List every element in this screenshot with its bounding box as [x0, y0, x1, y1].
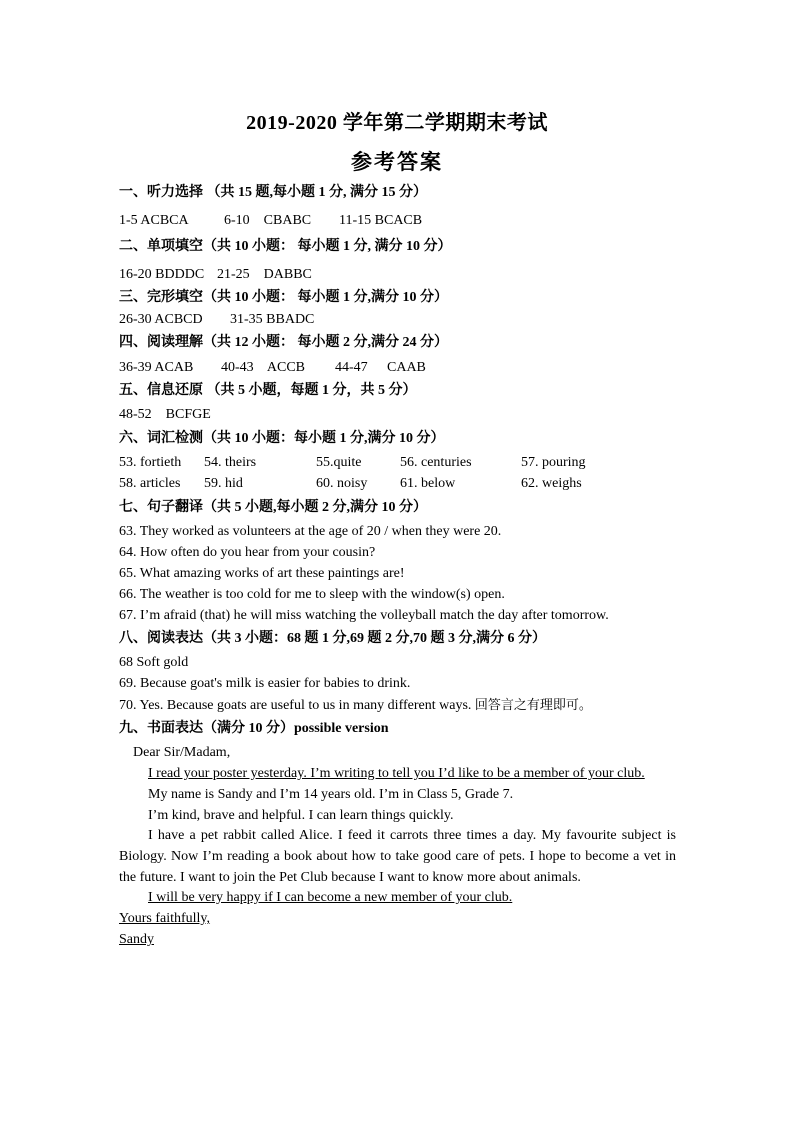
- letter-paragraph-4: I have a pet rabbit called Alice. I feed it carrots three times a day. My favourite subject is Biology. Now I’m reading a book about how to take good care of pets. I hope to become a vet in the future. I want to join the Pet Club because I want to know more about animals.: [119, 828, 676, 885]
- section-6-heading: 六、词汇检测（共 10 小题：每小题 1 分,满分 10 分）: [119, 431, 445, 446]
- answer-group: 40-43 ACCB: [221, 360, 306, 375]
- letter-signature: Sandy: [119, 932, 154, 947]
- vocab-answer: 53. fortieth: [119, 455, 182, 470]
- section-2-answers: [119, 266, 312, 284]
- reading-answer-70: [119, 696, 592, 715]
- vocab-answer: 55.quite: [316, 455, 362, 470]
- answer-group: 11-15 BCACB: [339, 213, 423, 228]
- translation-line: 65. What amazing works of art these paintings are!: [119, 566, 405, 581]
- answer-group: 31-35 BBADC: [230, 312, 315, 327]
- answer-group: 1-5 ACBCA: [119, 213, 189, 228]
- section-2-heading: 二、单项填空（共 10 小题： 每小题 1 分, 满分 10 分）: [119, 239, 452, 254]
- answer-group: 16-20 BDDDC: [119, 267, 205, 282]
- vocab-answer: 58. articles: [119, 476, 181, 491]
- vocab-row-2: [119, 475, 582, 493]
- vocab-answer: 62. weighs: [521, 476, 582, 491]
- exam-title: 2019-2020 学年第二学期期末考试: [246, 112, 548, 134]
- letter-paragraph-1: I read your poster yesterday. I’m writing to tell you I’d like to be a member of your club.: [148, 766, 645, 781]
- letter-paragraph-5: I will be very happy if I can become a new member of your club.: [148, 890, 513, 905]
- section-7-heading: 七、句子翻译（共 5 小题,每小题 2 分,满分 10 分）: [119, 500, 427, 515]
- answer-group: CAAB: [387, 360, 426, 375]
- translation-line: 66. The weather is too cold for me to sleep with the window(s) open.: [119, 587, 505, 602]
- section-5-answers: 48-52 BCFGE: [119, 407, 211, 422]
- answer-group: 6-10 CBABC: [224, 213, 312, 228]
- letter-closing: Yours faithfully,: [119, 911, 211, 926]
- translation-line: 64. How often do you hear from your cousin?: [119, 545, 376, 560]
- vocab-answer: 57. pouring: [521, 455, 586, 470]
- answer-group: 44-47: [335, 360, 368, 375]
- section-4-answers: [119, 359, 426, 377]
- vocab-answer: 56. centuries: [400, 455, 472, 470]
- section-9-heading: 九、书面表达（满分 10 分）possible version: [119, 721, 389, 736]
- vocab-row-1: [119, 454, 586, 472]
- section-1-heading: 一、听力选择 （共 15 题,每小题 1 分, 满分 15 分）: [119, 185, 427, 200]
- letter-paragraph-2: My name is Sandy and I’m 14 years old. I’m in Class 5, Grade 7.: [148, 787, 514, 802]
- reading-answer-69: 69. Because goat's milk is easier for babies to drink.: [119, 676, 411, 691]
- answer-group: 26-30 ACBCD: [119, 312, 203, 327]
- vocab-answer: 54. theirs: [204, 455, 257, 470]
- reading-answer-70-note: 回答言之有理即可。: [474, 697, 592, 712]
- section-3-heading: 三、完形填空（共 10 小题： 每小题 1 分,满分 10 分）: [119, 290, 448, 305]
- section-5-heading: 五、信息还原 （共 5 小题，每题 1 分，共 5 分）: [119, 383, 417, 398]
- letter-salutation: Dear Sir/Madam,: [133, 745, 231, 760]
- letter-paragraph-3: I’m kind, brave and helpful. I can learn things quickly.: [148, 808, 454, 823]
- section-1-answers: [119, 212, 422, 230]
- reading-answer-68: 68 Soft gold: [119, 655, 189, 670]
- vocab-answer: 61. below: [400, 476, 456, 491]
- exam-subtitle: 参考答案: [351, 150, 443, 174]
- translation-line: 67. I’m afraid (that) he will miss watching the volleyball match the day after tomorrow.: [119, 608, 609, 623]
- vocab-answer: 60. noisy: [316, 476, 368, 491]
- section-3-answers: [119, 311, 314, 329]
- answer-group: 36-39 ACAB: [119, 360, 194, 375]
- section-4-heading: 四、阅读理解（共 12 小题： 每小题 2 分,满分 24 分）: [119, 335, 448, 350]
- section-8-heading: 八、阅读表达（共 3 小题：68 题 1 分,69 题 2 分,70 题 3 分,满分 6 分）: [119, 631, 546, 646]
- translation-line: 63. They worked as volunteers at the age of 20 / when they were 20.: [119, 524, 502, 539]
- vocab-answer: 59. hid: [204, 476, 243, 491]
- reading-answer-70-text: 70. Yes. Because goats are useful to us in many different ways.: [119, 698, 472, 713]
- answer-group: 21-25 DABBC: [217, 267, 312, 282]
